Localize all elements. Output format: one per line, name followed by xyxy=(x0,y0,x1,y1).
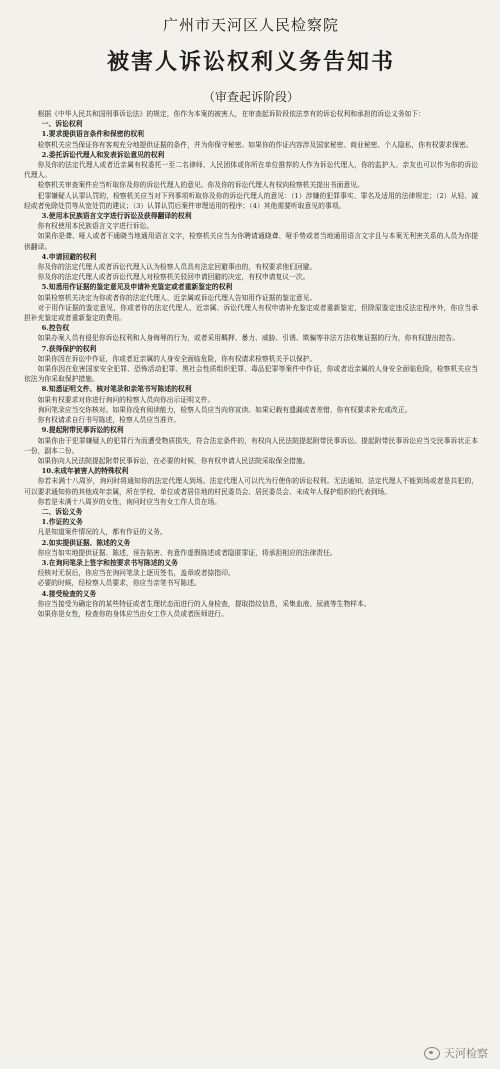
item-title: 9.提起附带民事诉讼的权利 xyxy=(41,426,124,435)
item-paragraph: 你应当如实地提供证据、陈述，诬告陷害、有意作虚假陈述或者隐匿罪证，将承担相应的法律责任。 xyxy=(37,548,337,557)
item-title: 7.获得保护的权利 xyxy=(41,344,97,353)
item-paragraph: 询问笔录应当交你核对。如果你没有阅读能力，检察人员应当向你宣读。如果记载有遗漏或者差错，你有权要求补充或改正。 xyxy=(37,405,412,414)
document-stage: （审查起诉阶段） xyxy=(202,90,299,104)
item-paragraph: 如果有权要求对你进行询问的检察人员向你出示证明文件。 xyxy=(37,395,215,404)
intro-paragraph: 根据《中华人民共和国刑事诉讼法》的规定，你作为本案的被害人，在审查起诉阶段依法享有的诉讼权利和承担的诉讼义务如下： xyxy=(37,110,426,118)
item-paragraph: 你有权使用本民族语言文字进行诉讼。 xyxy=(37,222,154,231)
item-paragraph: 如果你由于犯罪嫌疑人的犯罪行为而遭受物质损失，符合法定条件的，有权向人民法院提起附带民事诉讼。提起附带民事诉讼应当交民事诉状正本一份，副本二份。 xyxy=(24,436,478,455)
item-title: 3.在询问笔录上签字和按要求书写陈述的义务 xyxy=(41,558,178,567)
item-title: 5.知悉用作证据的鉴定意见及申请补充鉴定或者重新鉴定的权利 xyxy=(41,283,233,292)
item-paragraph: 如果检察机关决定为你或者你的法定代理人、近亲属或诉讼代理人告知用作证据的鉴定意见。 xyxy=(37,293,317,302)
item-title: 1.要求提供语言条件和保密的权利 xyxy=(41,130,144,139)
watermark xyxy=(424,1045,488,1061)
item-paragraph: 如果你因在诉讼中作证，你或者近亲属的人身安全面临危险，你有权请求检察机关予以保护。 xyxy=(37,354,317,363)
document-title: 被害人诉讼权利义务告知书 xyxy=(106,49,395,75)
item-paragraph: 对于用作证据的鉴定意见，你或者你的法定代理人、近亲属、诉讼代理人有权申请补充鉴定或者重新鉴定，但除原鉴定违反法定程序外，你应当承担补充鉴定或者重新鉴定的费用。 xyxy=(24,303,478,323)
item-paragraph: 你及你的法定代理人或者近亲属有权委托一至二名律师、人民团体或你所在单位推荐的人作为诉讼代理人，你的监护人、亲友也可以作为你的诉讼代理人。 xyxy=(24,161,478,180)
item-paragraph: 如果你是聋、哑人或者不通晓当地通用语言文字，检察机关应当为你聘请通晓聋、哑手势或者当地通用语言文字且与本案无利害关系的人员为你提供翻译。 xyxy=(24,232,478,251)
item-title: 10.未成年被害人的特殊权利 xyxy=(41,467,129,476)
item-paragraph: 你及你的法定代理人或者诉讼代理人认为检察人员具有法定回避事由的，有权要求他们回避。 xyxy=(37,263,317,272)
item-title: 4.接受检查的义务 xyxy=(41,589,97,598)
weibo-icon xyxy=(424,1047,440,1060)
item-paragraph: 你有权请求自行书写陈述，检察人员应当准许。 xyxy=(37,416,181,425)
item-paragraph: 你若未满十八周岁，询问时将通知你的法定代理人到场。法定代理人可以代为行使你的诉讼权利。无法通知、法定代理人不能到场或者是共犯的，可以要求通知你的其他成年亲属，所在学校、单位或者居住地的村民委员会、居民委员会、未成年人保护组织的代表到场。 xyxy=(24,477,478,496)
item-paragraph: 必要的时候，经检察人员要求，你应当亲笔书写陈述。 xyxy=(37,579,201,588)
item-paragraph: 凡是知道案件情况的人，都有作证的义务。 xyxy=(37,528,167,537)
item-paragraph: 如果你向人民法院提起附带民事诉讼，在必要的时候，你有权申请人民法院采取保全措施。 xyxy=(37,456,310,465)
item-paragraph: 你若是未满十八周岁的女性，询问时应当有女工作人员在场。 xyxy=(37,497,222,506)
agency-name: 广州市天河区人民检察院 xyxy=(162,16,339,34)
watermark-text: 天河检察 xyxy=(444,1047,488,1060)
section-heading: 二、诉讼义务 xyxy=(41,507,83,516)
item-title: 4.申请回避的权利 xyxy=(41,252,97,261)
item-paragraph: 你及你的法定代理人或者诉讼代理人对检察机关驳回申请回避的决定，有权申请复议一次。 xyxy=(37,273,310,282)
item-paragraph: 经核对无误后，你应当在询问笔录上逐页签名，盖章或者捺指印。 xyxy=(37,569,235,578)
item-title: 2.如实提供证据、陈述的义务 xyxy=(41,538,131,547)
item-title: 3.使用本民族语言文字进行诉讼及获得翻译的权利 xyxy=(41,212,192,221)
item-paragraph: 你应当接受为确定你的某些特征或者生理状态而进行的人身检查，提取指纹信息，采集血液、尿液等生物样本。 xyxy=(37,599,371,608)
item-paragraph: 如果你是女性，检查你的身体应当由女工作人员或者医师进行。 xyxy=(37,609,228,618)
item-title: 6.控告权 xyxy=(41,324,70,333)
item-title: 1.作证的义务 xyxy=(41,518,83,527)
section-heading: 一、诉讼权利 xyxy=(41,120,83,129)
item-title: 8.知悉证明文件、核对笔录和亲笔书写陈述的权利 xyxy=(41,385,192,394)
item-paragraph: 如果办案人员有侵犯你诉讼权利和人身侮辱的行为，或者采用羁押、暴力、威胁、引诱、欺骗等非法方法收集证据的行为，你有权提出控告。 xyxy=(37,334,459,343)
item-paragraph: 如果你因在危害国家安全犯罪、恐怖活动犯罪、黑社会性质组织犯罪、毒品犯罪等案件中作证，你或者近亲属的人身安全面临危险，检察机关应当依法为你采取保护措施。 xyxy=(24,365,478,384)
item-paragraph: 检察机关审查案件应当听取你及你的诉讼代理人的意见。你及你的诉讼代理人有权向检察机关提出书面意见。 xyxy=(37,181,364,190)
item-paragraph: 犯罪嫌疑人认罪认罚的，检察机关应当对下列事项听取你及你的诉讼代理人的意见：（1）涉嫌的犯罪事实、罪名及适用的法律规定；（2）从轻、减轻或者免除处罚等从宽处罚的建议；（3）认罪认罚后案件审理适用的程序；（4）其他需要听取意见的事项。 xyxy=(24,191,478,210)
item-paragraph: 检察机关应当保证你有客观充分地提供证据的条件，并为你保守秘密。如果你的作证内容涉及国家秘密、商业秘密、个人隐私，你有权要求保密。 xyxy=(37,140,473,149)
item-title: 2.委托诉讼代理人和发表诉讼意见的权利 xyxy=(41,150,165,159)
document-body xyxy=(24,109,478,619)
